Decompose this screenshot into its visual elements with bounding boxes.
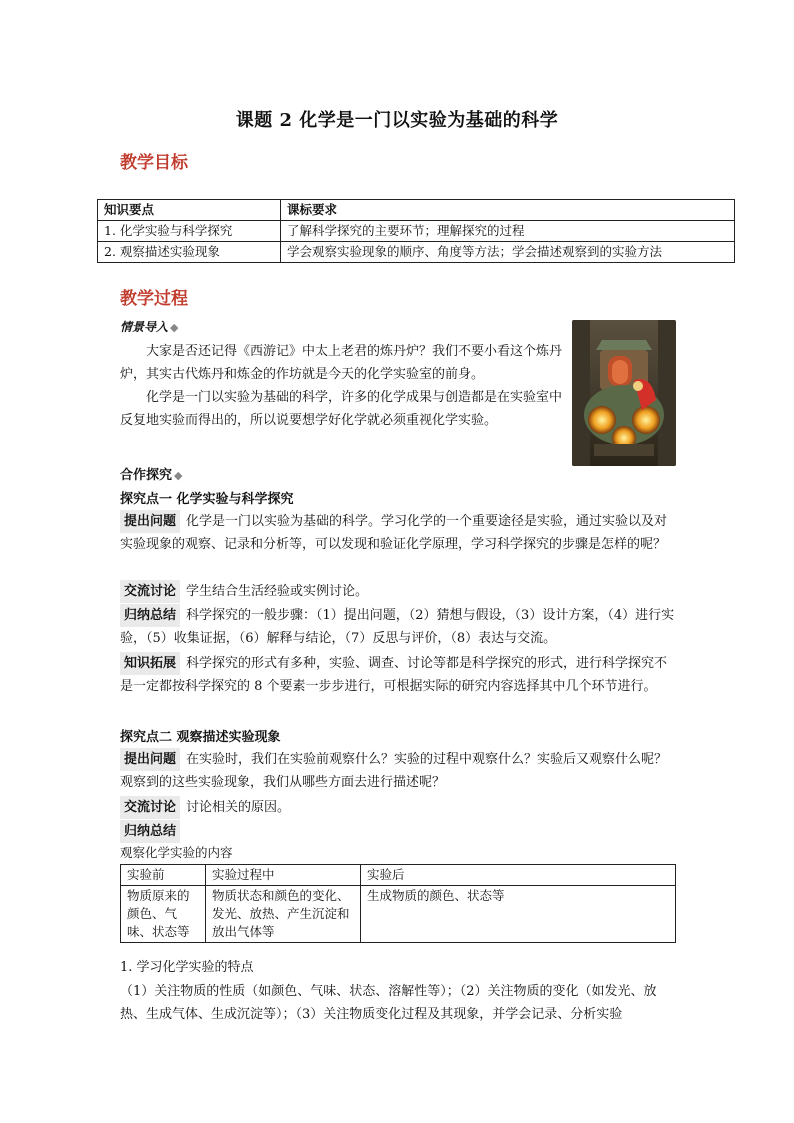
coop-heading	[120, 464, 182, 483]
point2-title: 探究点二 观察描述实验现象	[120, 730, 281, 745]
section-heading-process: 教学过程	[120, 289, 188, 309]
table-row	[121, 886, 676, 943]
table-header-row	[98, 200, 735, 221]
table-cell: 2. 观察描述实验现象	[98, 242, 281, 263]
point1-title: 探究点一 化学实验与科学探究	[120, 492, 294, 507]
table-header-cell: 实验后	[361, 865, 676, 886]
s2-paragraph	[120, 820, 676, 843]
table-header-cell: 实验前	[121, 865, 206, 886]
table-row	[98, 242, 735, 263]
table-header-cell: 知识要点	[98, 200, 281, 221]
arrow-icon: ◆	[170, 321, 179, 334]
d1-paragraph	[120, 580, 676, 603]
s2-label: 归纳总结	[120, 820, 180, 843]
table-cell: 物质原来的颜色、气味、状态等	[121, 886, 206, 943]
intro-label: 情景导入	[120, 320, 169, 334]
k1-label: 知识拓展	[120, 652, 180, 675]
table-cell: 学会观察实验现象的顺序、角度等方法；学会描述观察到的实验方法	[281, 242, 735, 263]
q2-label: 提出问题	[120, 748, 180, 771]
s1-text: 科学探究的一般步骤：（1）提出问题，（2）猜想与假设，（3）设计方案，（4）进行实验，（5）收集证据，（6）解释与结论，（7）反思与评价，（8）表达与交流。	[120, 608, 675, 646]
intro-heading	[120, 318, 178, 335]
intro-paragraph-2: 化学是一门以实验为基础的科学，许多的化学成果与创造都是在实验室中反复地实验而得出的，所以说要想学好化学就必须重视化学实验。	[120, 390, 563, 428]
alchemy-furnace-image	[572, 320, 676, 466]
q1-paragraph	[120, 510, 676, 556]
table-header-cell: 课标要求	[281, 200, 735, 221]
q2-text: 在实验时，我们在实验前观察什么？实验的过程中观察什么？实验后又观察什么呢？观察到的这些实验现象，我们从哪些方面去进行描述呢？	[120, 752, 668, 790]
table-header-cell: 实验过程中	[206, 865, 361, 886]
d2-label: 交流讨论	[120, 796, 180, 819]
observe-table	[120, 864, 676, 943]
d2-paragraph	[120, 796, 676, 819]
arrow-icon: ◆	[174, 469, 183, 482]
d1-label: 交流讨论	[120, 580, 180, 603]
table-cell: 生成物质的颜色、状态等	[361, 886, 676, 943]
s1-paragraph	[120, 604, 676, 650]
s1-label: 归纳总结	[120, 604, 180, 627]
table-cell: 了解科学探究的主要环节；理解探究的过程	[281, 221, 735, 242]
feature-paragraph: （1）关注物质的性质（如颜色、气味、状态、溶解性等）；（2）关注物质的变化（如发光、放热、生成气体、生成沉淀等）；（3）关注物质变化过程及其现象，并学会记录、分析实验	[120, 984, 657, 1022]
coop-label: 合作探究	[120, 468, 173, 483]
table-cell: 物质状态和颜色的变化、发光、放热、产生沉淀和放出气体等	[206, 886, 361, 943]
page-title: 课题 2 化学是一门以实验为基础的科学	[235, 110, 559, 131]
d2-text: 讨论相关的原因。	[186, 800, 291, 815]
table-header-row	[121, 865, 676, 886]
observe-caption: 观察化学实验的内容	[120, 845, 233, 860]
d1-text: 学生结合生活经验或实例讨论。	[186, 584, 369, 599]
section-heading-objectives: 教学目标	[120, 153, 188, 173]
q1-text: 化学是一门以实验为基础的科学。学习化学的一个重要途径是实验，通过实验以及对实验现象的观察、记录和分析等，可以发现和验证化学原理，学习科学探究的步骤是怎样的呢？	[120, 514, 668, 552]
intro-paragraph-1: 大家是否还记得《西游记》中太上老君的炼丹炉？我们不要小看这个炼丹炉，其实古代炼丹和炼金的作坊就是今天的化学实验室的前身。	[120, 344, 563, 382]
k1-paragraph	[120, 652, 676, 698]
q2-paragraph	[120, 748, 676, 794]
table-row	[98, 221, 735, 242]
feature-title: 1. 学习化学实验的特点	[120, 960, 254, 975]
k1-text: 科学探究的形式有多种，实验、调查、讨论等都是科学探究的形式，进行科学探究不是一定都按科学探究的 8 个要素一步步进行，可根据实际的研究内容选择其中几个环节进行。	[120, 656, 668, 694]
objectives-table	[97, 199, 735, 263]
table-cell: 1. 化学实验与科学探究	[98, 221, 281, 242]
q1-label: 提出问题	[120, 510, 180, 533]
